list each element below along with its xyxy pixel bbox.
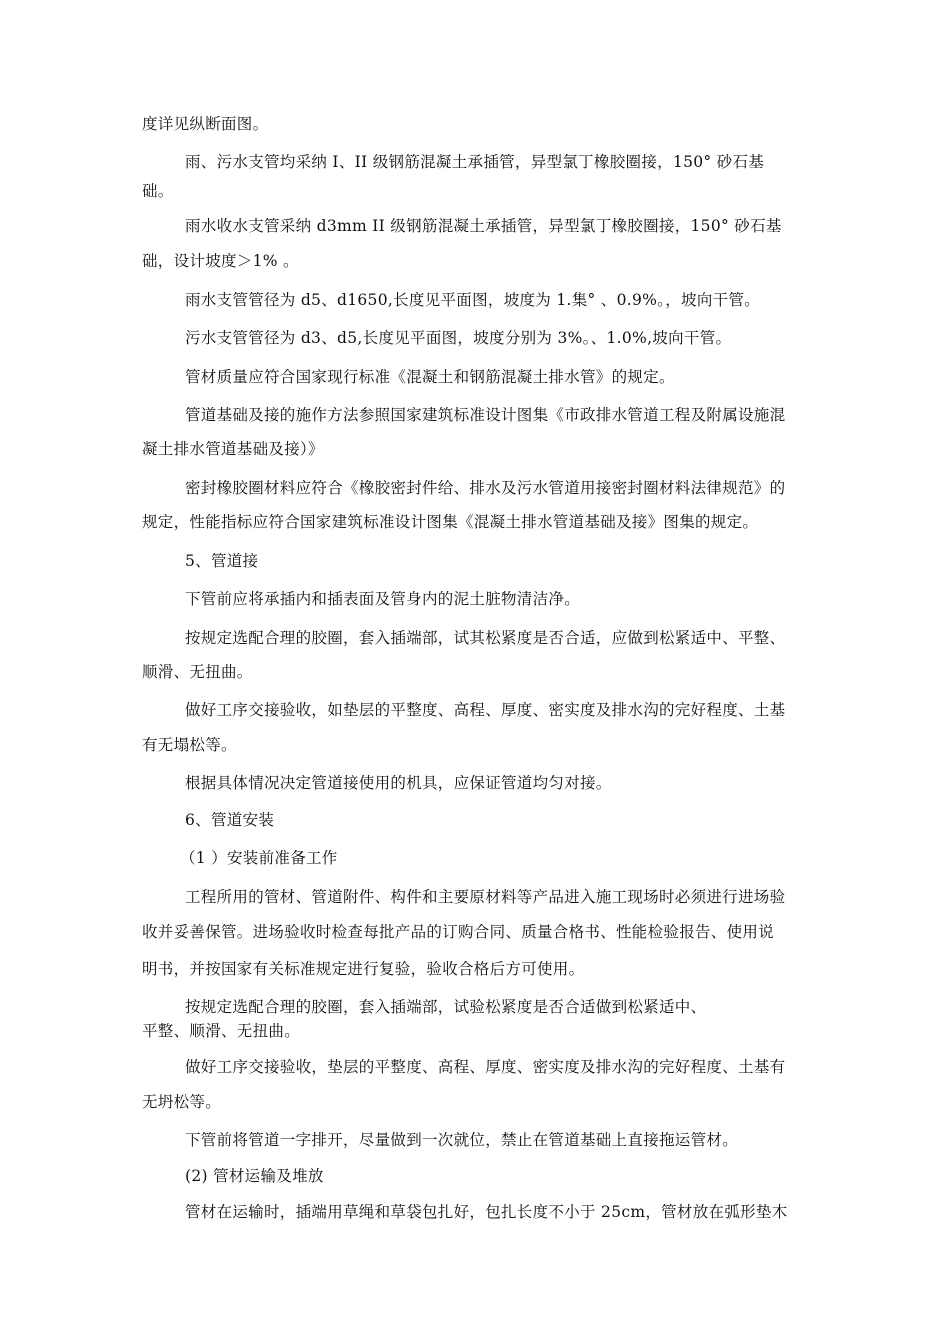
subsection-heading: （1 ）安装前准备工作 <box>180 849 338 867</box>
text-line: 凝土排水管道基础及接）》 <box>142 440 324 458</box>
text-line: 顺滑、无扭曲。 <box>142 663 253 681</box>
text-line: 按规定选配合理的胶圈，套入插端部，试验松紧度是否合适做到松紧适中、 <box>185 998 707 1016</box>
text-line: 础，设计坡度＞1% 。 <box>142 252 299 270</box>
text-line: 规定，性能指标应符合国家建筑标准设计图集《混凝土排水管道基础及接》图集的规定。 <box>142 513 759 531</box>
text-line: 管道基础及接的施作方法参照国家建筑标准设计图集《市政排水管道工程及附属设施混 <box>185 406 786 424</box>
text-line: 平整、顺滑、无扭曲。 <box>142 1022 301 1040</box>
text-line: 做好工序交接验收，垫层的平整度、高程、厚度、密实度及排水沟的完好程度、土基有 <box>185 1058 786 1076</box>
text-line: 管材在运输时，插端用草绳和草袋包扎好，包扎长度不小于 25cm，管材放在弧形垫木 <box>185 1203 788 1221</box>
subsection-heading: (2) 管材运输及堆放 <box>185 1167 324 1185</box>
text-line: 雨水支管管径为 d5、d1650,长度见平面图，坡度为 1.集° 、0.9%。，坡向干管。 <box>185 291 761 309</box>
text-line: 污水支管管径为 d3、d5,长度见平面图，坡度分别为 3%。、1.0%,坡向干管。 <box>185 329 732 347</box>
text-line: 密封橡胶圈材料应符合《橡胶密封件给、排水及污水管道用接密封圈材料法律规范》的 <box>185 479 786 497</box>
text-line: 收并妥善保管。进场验收时检查每批产品的订购合同、质量合格书、性能检验报告、使用说 <box>142 923 775 941</box>
text-line: 按规定选配合理的胶圈，套入插端部，试其松紧度是否合适，应做到松紧适中、平整、 <box>185 629 786 647</box>
text-line: 有无塌松等。 <box>142 736 237 754</box>
text-line: 无坍松等。 <box>142 1093 222 1111</box>
text-line: 础。 <box>142 182 174 200</box>
text-line: 管材质量应符合国家现行标准《混凝土和钢筋混凝土排水管》的规定。 <box>185 368 675 386</box>
text-line: 度详见纵断面图。 <box>142 115 269 133</box>
text-line: 根据具体情况决定管道接使用的机具，应保证管道均匀对接。 <box>185 774 612 792</box>
text-line: 雨水收水支管采纳 d3mm II 级钢筋混凝土承插管，异型氯丁橡胶圈接，150° 砂石基 <box>185 217 782 235</box>
section-heading: 5、管道接 <box>185 552 259 570</box>
text-line: 工程所用的管材、管道附件、构件和主要原材料等产品进入施工现场时必须进行进场验 <box>185 888 786 906</box>
section-heading: 6、管道安装 <box>185 811 275 829</box>
text-line: 雨、污水支管均采纳 I、II 级钢筋混凝土承插管，异型氯丁橡胶圈接，150° 砂石基 <box>185 153 765 171</box>
text-line: 下管前将管道一字排开，尽量做到一次就位，禁止在管道基础上直接拖运管材。 <box>185 1131 739 1149</box>
text-line: 明书，并按国家有关标准规定进行复验，验收合格后方可使用。 <box>142 960 585 978</box>
text-line: 做好工序交接验收，如垫层的平整度、高程、厚度、密实度及排水沟的完好程度、土基 <box>185 701 786 719</box>
text-line: 下管前应将承插内和插表面及管身内的泥土脏物清洁净。 <box>185 590 581 608</box>
